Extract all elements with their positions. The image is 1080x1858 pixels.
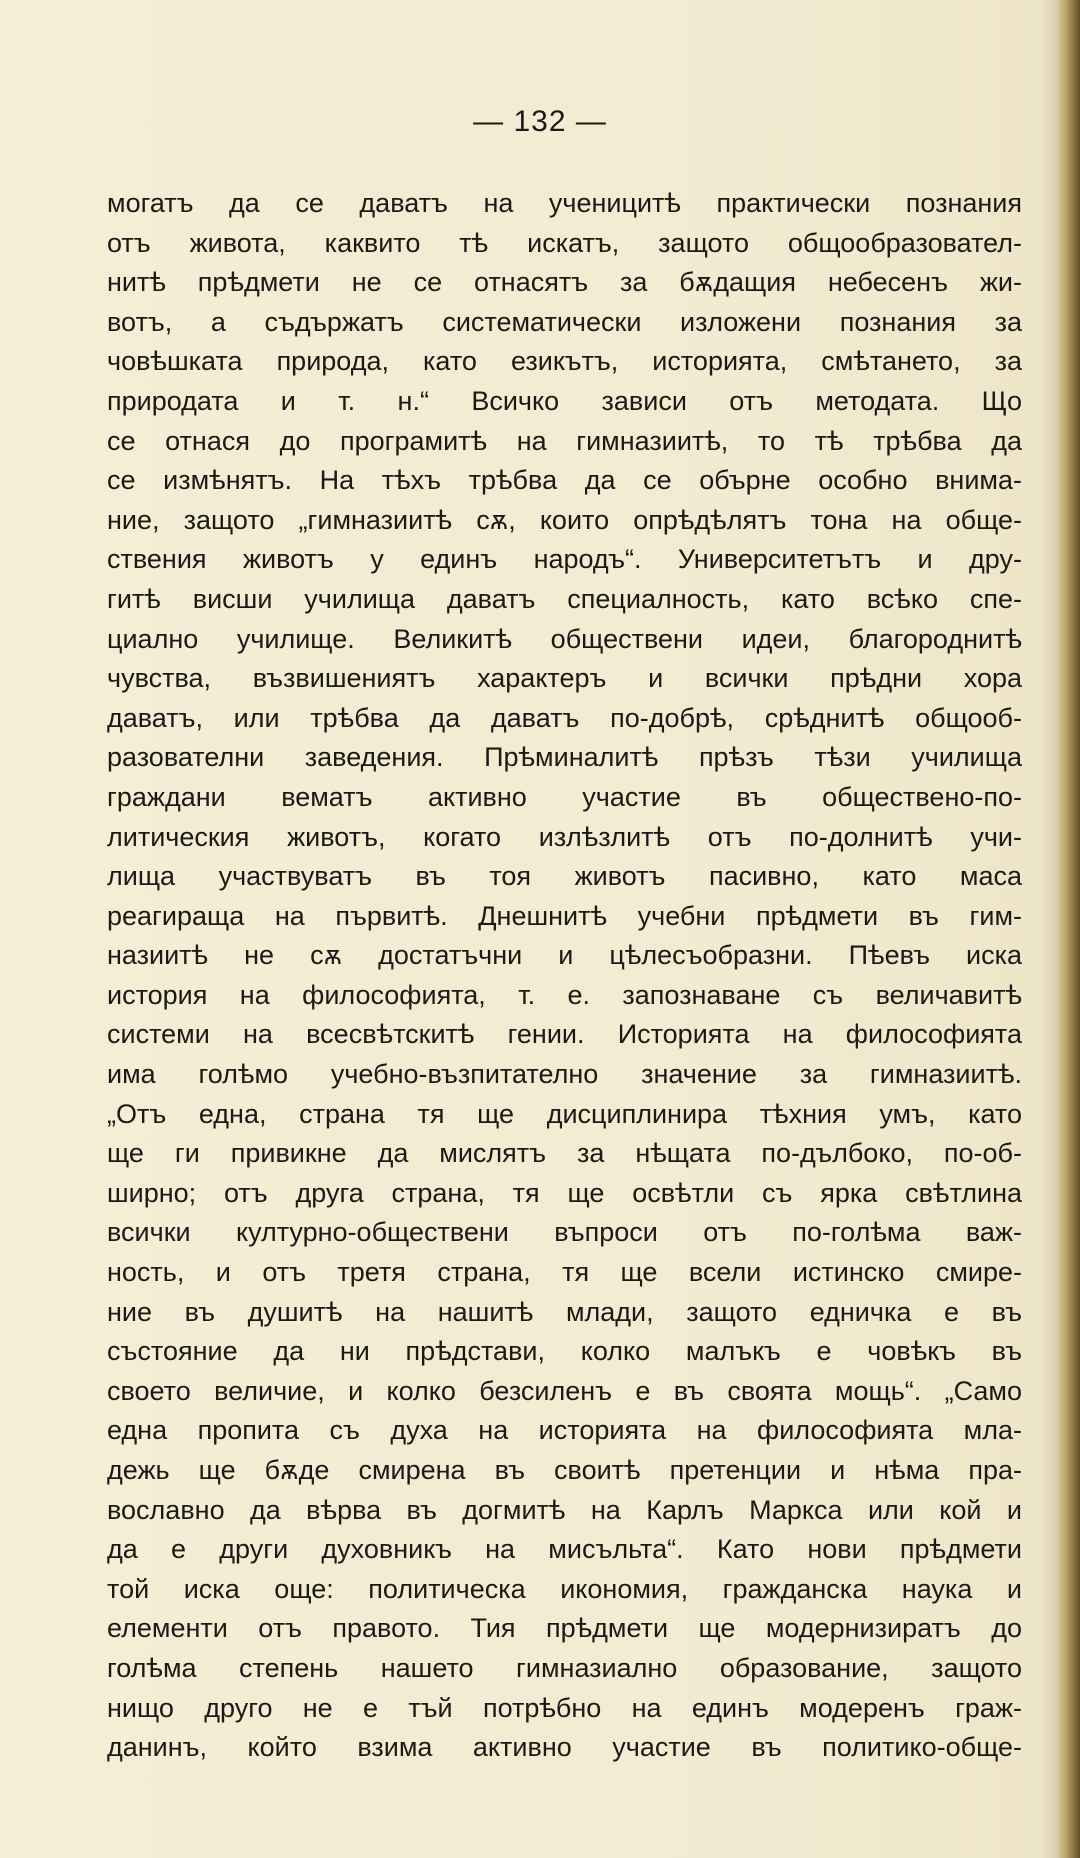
text-line: човѣшката природа, като езикътъ, историята, смѣтането, за xyxy=(107,346,1022,377)
page-number: — 132 — xyxy=(473,105,607,138)
text-line: има голѣмо учебно-възпитателно значение за гимназиитѣ. xyxy=(107,1059,1022,1090)
text-line: ствения животъ у единъ народъ“. Университетътъ и дру- xyxy=(107,544,1022,575)
body-text xyxy=(107,184,1022,1768)
text-line: отъ живота, каквито тѣ искатъ, защото общообразовател- xyxy=(107,227,1022,258)
text-line: ширно; отъ друга страна, тя ще освѣтли съ ярка свѣтлина xyxy=(107,1177,1022,1208)
text-line: гитѣ висши училища даватъ специалность, като всѣко спе- xyxy=(107,583,1022,614)
text-line: състояние да ни прѣдстави, колко малъкъ е човѣкъ въ xyxy=(107,1336,1022,1367)
text-line: чувства, възвишениятъ характеръ и всички прѣдни хора xyxy=(107,663,1022,694)
text-line: ние въ душитѣ на нашитѣ млади, защото едничка е въ xyxy=(107,1296,1022,1327)
text-line: да е други духовникъ на мисъльта“. Като нови прѣдмети xyxy=(107,1534,1022,1565)
text-line: се измѣнятъ. На тѣхъ трѣбва да се обърне особно внима- xyxy=(107,465,1022,496)
text-line: реагираща на първитѣ. Днешнитѣ учебни прѣдмети въ гим- xyxy=(107,900,1022,931)
text-line: ще ги привикне да мислятъ за нѣщата по-дълбоко, по-об- xyxy=(107,1138,1022,1169)
binding-edge xyxy=(1058,0,1080,1858)
text-line: нитѣ прѣдмети не се отнасятъ за бѫдащия небесенъ жи- xyxy=(107,267,1022,298)
text-line: дежь ще бѫде смирена въ своитѣ претенции и нѣма пра- xyxy=(107,1455,1022,1485)
text-line: се отнася до програмитѣ на гимназиитѣ, то тѣ трѣбва да xyxy=(107,425,1022,456)
text-line: елементи отъ правото. Тия прѣдмети ще модернизиратъ до xyxy=(107,1613,1022,1644)
text-line: една пропита съ духа на историята на философията мла- xyxy=(107,1415,1022,1446)
text-line: история на философията, т. е. запознаване съ величавитѣ xyxy=(107,979,1022,1010)
text-line: голѣма степень нашето гимназиално образование, защото xyxy=(107,1652,1022,1683)
text-line: лища участвуватъ въ тоя животъ пасивно, като маса xyxy=(107,861,1022,892)
text-line: природата и т. н.“ Всичко зависи отъ методата. Що xyxy=(107,385,1022,416)
text-line: циално училище. Великитѣ обществени идеи, благороднитѣ xyxy=(107,623,1022,654)
text-line: литическия животъ, когато излѣзлитѣ отъ по-долнитѣ учи- xyxy=(107,821,1022,852)
text-line: разователни заведения. Прѣминалитѣ прѣзъ тѣзи училища xyxy=(107,742,1022,773)
text-line: ность, и отъ третя страна, тя ще всели истинско смире- xyxy=(107,1257,1022,1288)
text-line: системи на всесвѣтскитѣ гении. Историята на философията xyxy=(107,1019,1022,1050)
text-line: ние, защото „гимназиитѣ сѫ, които опрѣдѣлятъ тона на обще- xyxy=(107,504,1022,535)
text-line: вотъ, а съдържатъ систематически изложени познания за xyxy=(107,306,1022,337)
text-line: даватъ, или трѣбва да даватъ по-добрѣ, срѣднитѣ общооб- xyxy=(107,702,1022,733)
text-line: данинъ, който взима активно участие въ политико-обще- xyxy=(107,1732,1022,1763)
text-line: могатъ да се даватъ на ученицитѣ практически познания xyxy=(107,188,1022,218)
text-line: „Отъ една, страна тя ще дисциплинира тѣхния умъ, като xyxy=(107,1098,1022,1129)
text-line: той иска още: политическа икономия, гражданска наука и xyxy=(107,1573,1022,1604)
text-line: назиитѣ не сѫ достатъчни и цѣлесъобразни. Пѣевъ иска xyxy=(107,940,1022,971)
text-line: вославно да вѣрва въ догмитѣ на Карлъ Маркса или кой и xyxy=(107,1494,1022,1525)
text-line: нищо друго не е тъй потрѣбно на единъ модеренъ граж- xyxy=(107,1692,1022,1723)
text-line: всички културно-обществени въпроси отъ по-голѣма важ- xyxy=(107,1217,1022,1248)
text-line: граждани вематъ активно участие въ обществено-по- xyxy=(107,781,1022,812)
text-line: своето величие, и колко безсиленъ е въ своята мощь“. „Само xyxy=(107,1375,1022,1406)
binding-shadow xyxy=(1040,0,1058,1858)
